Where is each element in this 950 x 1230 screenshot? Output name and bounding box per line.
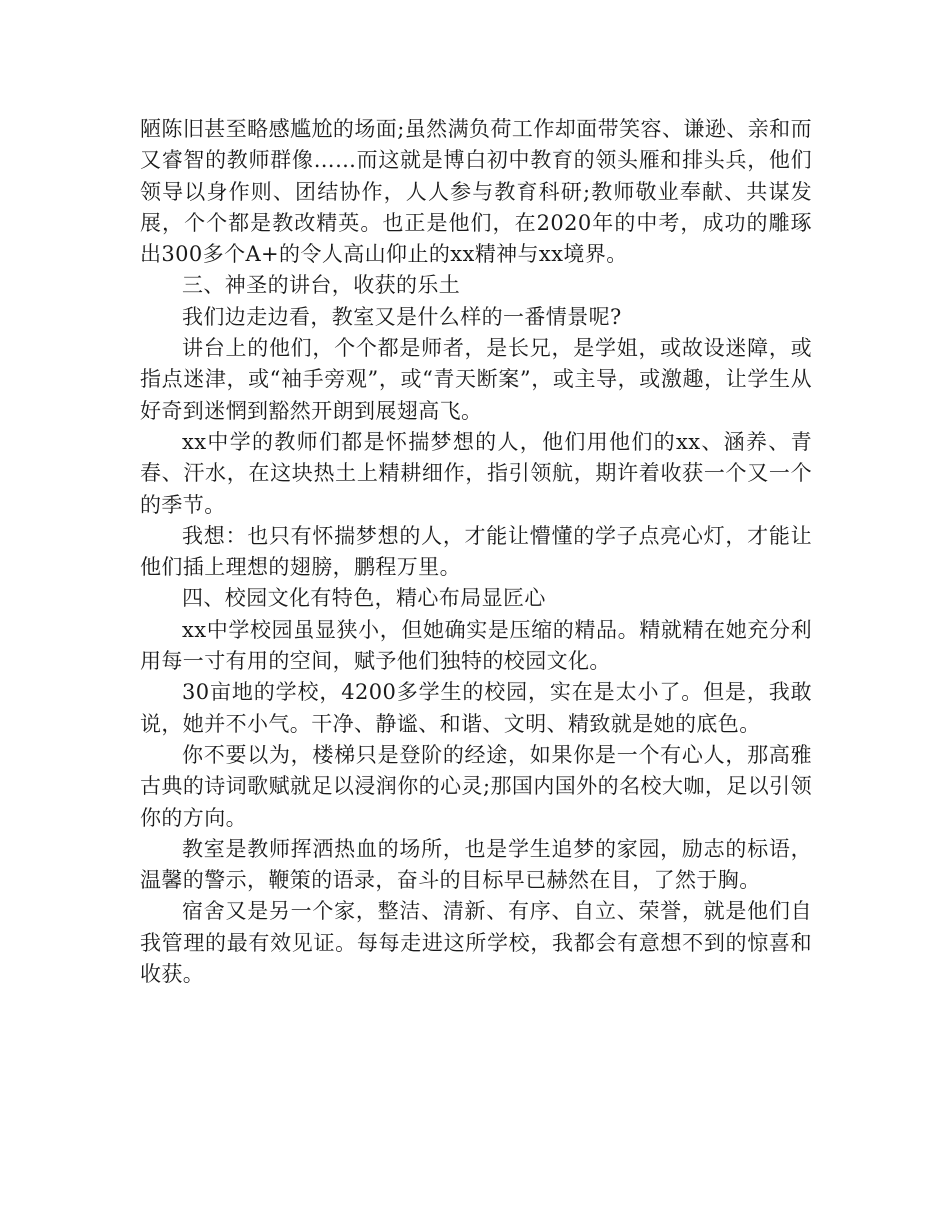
section-heading-3: 三、神圣的讲台，收获的乐土	[182, 273, 461, 298]
paragraph: xx中学的教师们都是怀揣梦想的人，他们用他们的xx、涵养、青春、汗水，在这块热土上精耕细作，指引领航，期许着收获一个又一个的季节。	[140, 429, 812, 517]
paragraph-continuation: 陋陈旧甚至略感尴尬的场面;虽然满负荷工作却面带笑容、谦逊、亲和而又睿智的教师群像……而这就是博白初中教育的领头雁和排头兵，他们领导以身作则、团结协作，人人参与教育科研;教师敬业奉献、共谋发展，个个都是教改精英。也正是他们，在2020年的中考，成功的雕琢出300多个A+的令人高山仰止的xx精神与xx境界。	[140, 117, 812, 267]
paragraph: 我想：也只有怀揣梦想的人，才能让懵懂的学子点亮心灯，才能让他们插上理想的翅膀，鹏程万里。	[140, 523, 812, 580]
paragraph: 你不要以为，楼梯只是登阶的经途，如果你是一个有心人，那高雅古典的诗词歌赋就足以浸润你的心灵;那国内国外的名校大咖，足以引领你的方向。	[140, 742, 812, 830]
paragraph: 教室是教师挥洒热血的场所，也是学生追梦的家园，励志的标语，温馨的警示，鞭策的语录，奋斗的目标早已赫然在目，了然于胸。	[140, 836, 812, 893]
paragraph: 讲台上的他们，个个都是师者，是长兄，是学姐，或故设迷障，或指点迷津，或“袖手旁观”，或“青天断案”，或主导，或激趣，让学生从好奇到迷惘到豁然开朗到展翅高飞。	[140, 336, 812, 423]
paragraph: 30亩地的学校，4200多学生的校园，实在是太小了。但是，我敢说，她并不小气。干净、静谧、和谐、文明、精致就是她的底色。	[140, 680, 812, 736]
article-body	[140, 114, 812, 990]
paragraph: 我们边走边看，教室又是什么样的一番情景呢?	[182, 304, 622, 329]
paragraph: 宿舍又是另一个家，整洁、清新、有序、自立、荣誉，就是他们自我管理的最有效见证。每每走进这所学校，我都会有意想不到的惊喜和收获。	[140, 899, 812, 987]
section-heading-4: 四、校园文化有特色，精心布局显匠心	[182, 586, 546, 611]
paragraph: xx中学校园虽显狭小，但她确实是压缩的精品。精就精在她充分利用每一寸有用的空间，赋予他们独特的校园文化。	[140, 617, 812, 674]
